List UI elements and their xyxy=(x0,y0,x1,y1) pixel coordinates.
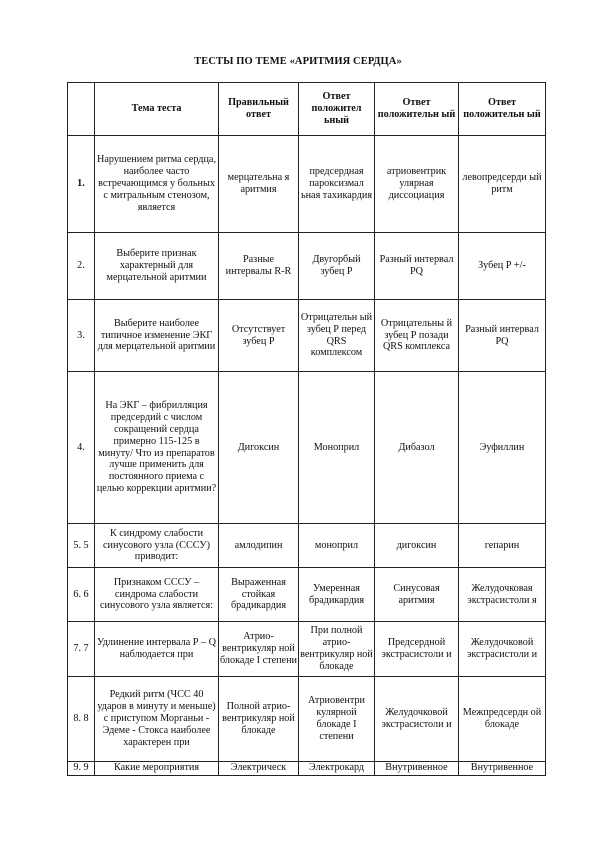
answer-3-cell: Желудочковой экстрасистоли и xyxy=(459,622,546,677)
question-cell: К синдрому слабости синусового узла (СССУ) приводит: xyxy=(95,524,219,568)
answer-3-cell: Разный интервал PQ xyxy=(459,300,546,372)
table-row xyxy=(68,524,546,568)
row-number: 6. 6 xyxy=(68,568,95,622)
table-row xyxy=(68,568,546,622)
answer-2-cell: Предсердной экстрасистоли и xyxy=(375,622,459,677)
correct-answer-cell: Дигоксин xyxy=(219,372,299,524)
row-number: 9. 9 xyxy=(68,762,95,776)
table-row xyxy=(68,136,546,233)
question-cell: Выберите признак характерный для мерцательной аритмии xyxy=(95,233,219,300)
answer-2-cell: Синусовая аритмия xyxy=(375,568,459,622)
answer-2-cell: Разный интервал PQ xyxy=(375,233,459,300)
question-cell: Нарушением ритма сердца, наиболее часто встречающимся у больных с митральным стенозом, является xyxy=(95,136,219,233)
correct-answer-cell: Полной атрио-вентрикуляр ной блокаде xyxy=(219,677,299,762)
answer-1-cell: Двугорбый зубец Р xyxy=(299,233,375,300)
header-answer-1: Ответ положител ьный xyxy=(299,83,375,136)
answer-2-cell: атриовентрик улярная диссоциация xyxy=(375,136,459,233)
table-row xyxy=(68,622,546,677)
header-answer-2: Ответ положительн ый xyxy=(375,83,459,136)
correct-answer-cell: амлодипин xyxy=(219,524,299,568)
answer-1-cell: Электрокард xyxy=(299,762,375,776)
question-cell: Какие мероприятия xyxy=(95,762,219,776)
page-title: ТЕСТЫ ПО ТЕМЕ «АРИТМИЯ СЕРДЦА» xyxy=(194,56,402,67)
question-cell: На ЭКГ – фибрилляция предсердий с числом сокращений сердца примерно 115-125 в минуту/ Что из препаратов лучше применить для постоянного приема с целью коррекции аритмии? xyxy=(95,372,219,524)
table-row xyxy=(68,762,546,776)
row-number: 8. 8 xyxy=(68,677,95,762)
header-row xyxy=(68,83,546,136)
correct-answer-cell: Разные интервалы R-R xyxy=(219,233,299,300)
answer-1-cell: Умеренная брадикардия xyxy=(299,568,375,622)
correct-answer-cell: Отсутствует зубец Р xyxy=(219,300,299,372)
answer-3-cell: гепарин xyxy=(459,524,546,568)
answer-1-cell: Моноприл xyxy=(299,372,375,524)
answer-2-cell: Дибазол xyxy=(375,372,459,524)
answer-1-cell: моноприл xyxy=(299,524,375,568)
answer-3-cell: левопредсерди ый ритм xyxy=(459,136,546,233)
correct-answer-cell: Выраженная стойкая брадикардия xyxy=(219,568,299,622)
row-number: 1. xyxy=(68,136,95,233)
answer-1-cell: При полной атрио-вентрикуляр ной блокаде xyxy=(299,622,375,677)
answer-3-cell: Желудочковая экстрасистоли я xyxy=(459,568,546,622)
header-num xyxy=(68,83,95,136)
answer-1-cell: предсердная пароксизмал ьная тахикардия xyxy=(299,136,375,233)
table-row xyxy=(68,372,546,524)
question-cell: Удлинение интервала Р – Q наблюдается при xyxy=(95,622,219,677)
row-number: 2. xyxy=(68,233,95,300)
question-cell: Признаком СССУ – синдрома слабости синусового узла является: xyxy=(95,568,219,622)
correct-answer-cell: мерцательна я аритмия xyxy=(219,136,299,233)
row-number: 7. 7 xyxy=(68,622,95,677)
row-number: 4. xyxy=(68,372,95,524)
question-cell: Выберите наиболее типичное изменение ЭКГ для мерцательной аритмии xyxy=(95,300,219,372)
header-topic: Тема теста xyxy=(95,83,219,136)
test-table xyxy=(67,82,546,776)
answer-2-cell: Внутривенное xyxy=(375,762,459,776)
row-number: 5. 5 xyxy=(68,524,95,568)
answer-1-cell: Атриовентри кулярной блокаде I степени xyxy=(299,677,375,762)
header-correct: Правильный ответ xyxy=(219,83,299,136)
answer-1-cell: Отрицательн ый зубец Р перед QRS комплексом xyxy=(299,300,375,372)
table-row xyxy=(68,677,546,762)
answer-3-cell: Зубец Р +/- xyxy=(459,233,546,300)
answer-2-cell: дигоксин xyxy=(375,524,459,568)
answer-2-cell: Желудочковой экстрасистоли и xyxy=(375,677,459,762)
correct-answer-cell: Атрио-вентрикуляр ной блокаде I степени xyxy=(219,622,299,677)
answer-2-cell: Отрицательны й зубец Р позади QRS комплекса xyxy=(375,300,459,372)
correct-answer-cell: Электрическ xyxy=(219,762,299,776)
answer-3-cell: Межпредсердн ой блокаде xyxy=(459,677,546,762)
question-cell: Редкий ритм (ЧСС 40 ударов в минуту и меньше) с приступом Морганьи - Эдеме - Стокса наиболее характерен при xyxy=(95,677,219,762)
row-number: 3. xyxy=(68,300,95,372)
table-row xyxy=(68,233,546,300)
table-row xyxy=(68,300,546,372)
answer-3-cell: Внутривенное xyxy=(459,762,546,776)
header-answer-3: Ответ положительн ый xyxy=(459,83,546,136)
answer-3-cell: Эуфиллин xyxy=(459,372,546,524)
